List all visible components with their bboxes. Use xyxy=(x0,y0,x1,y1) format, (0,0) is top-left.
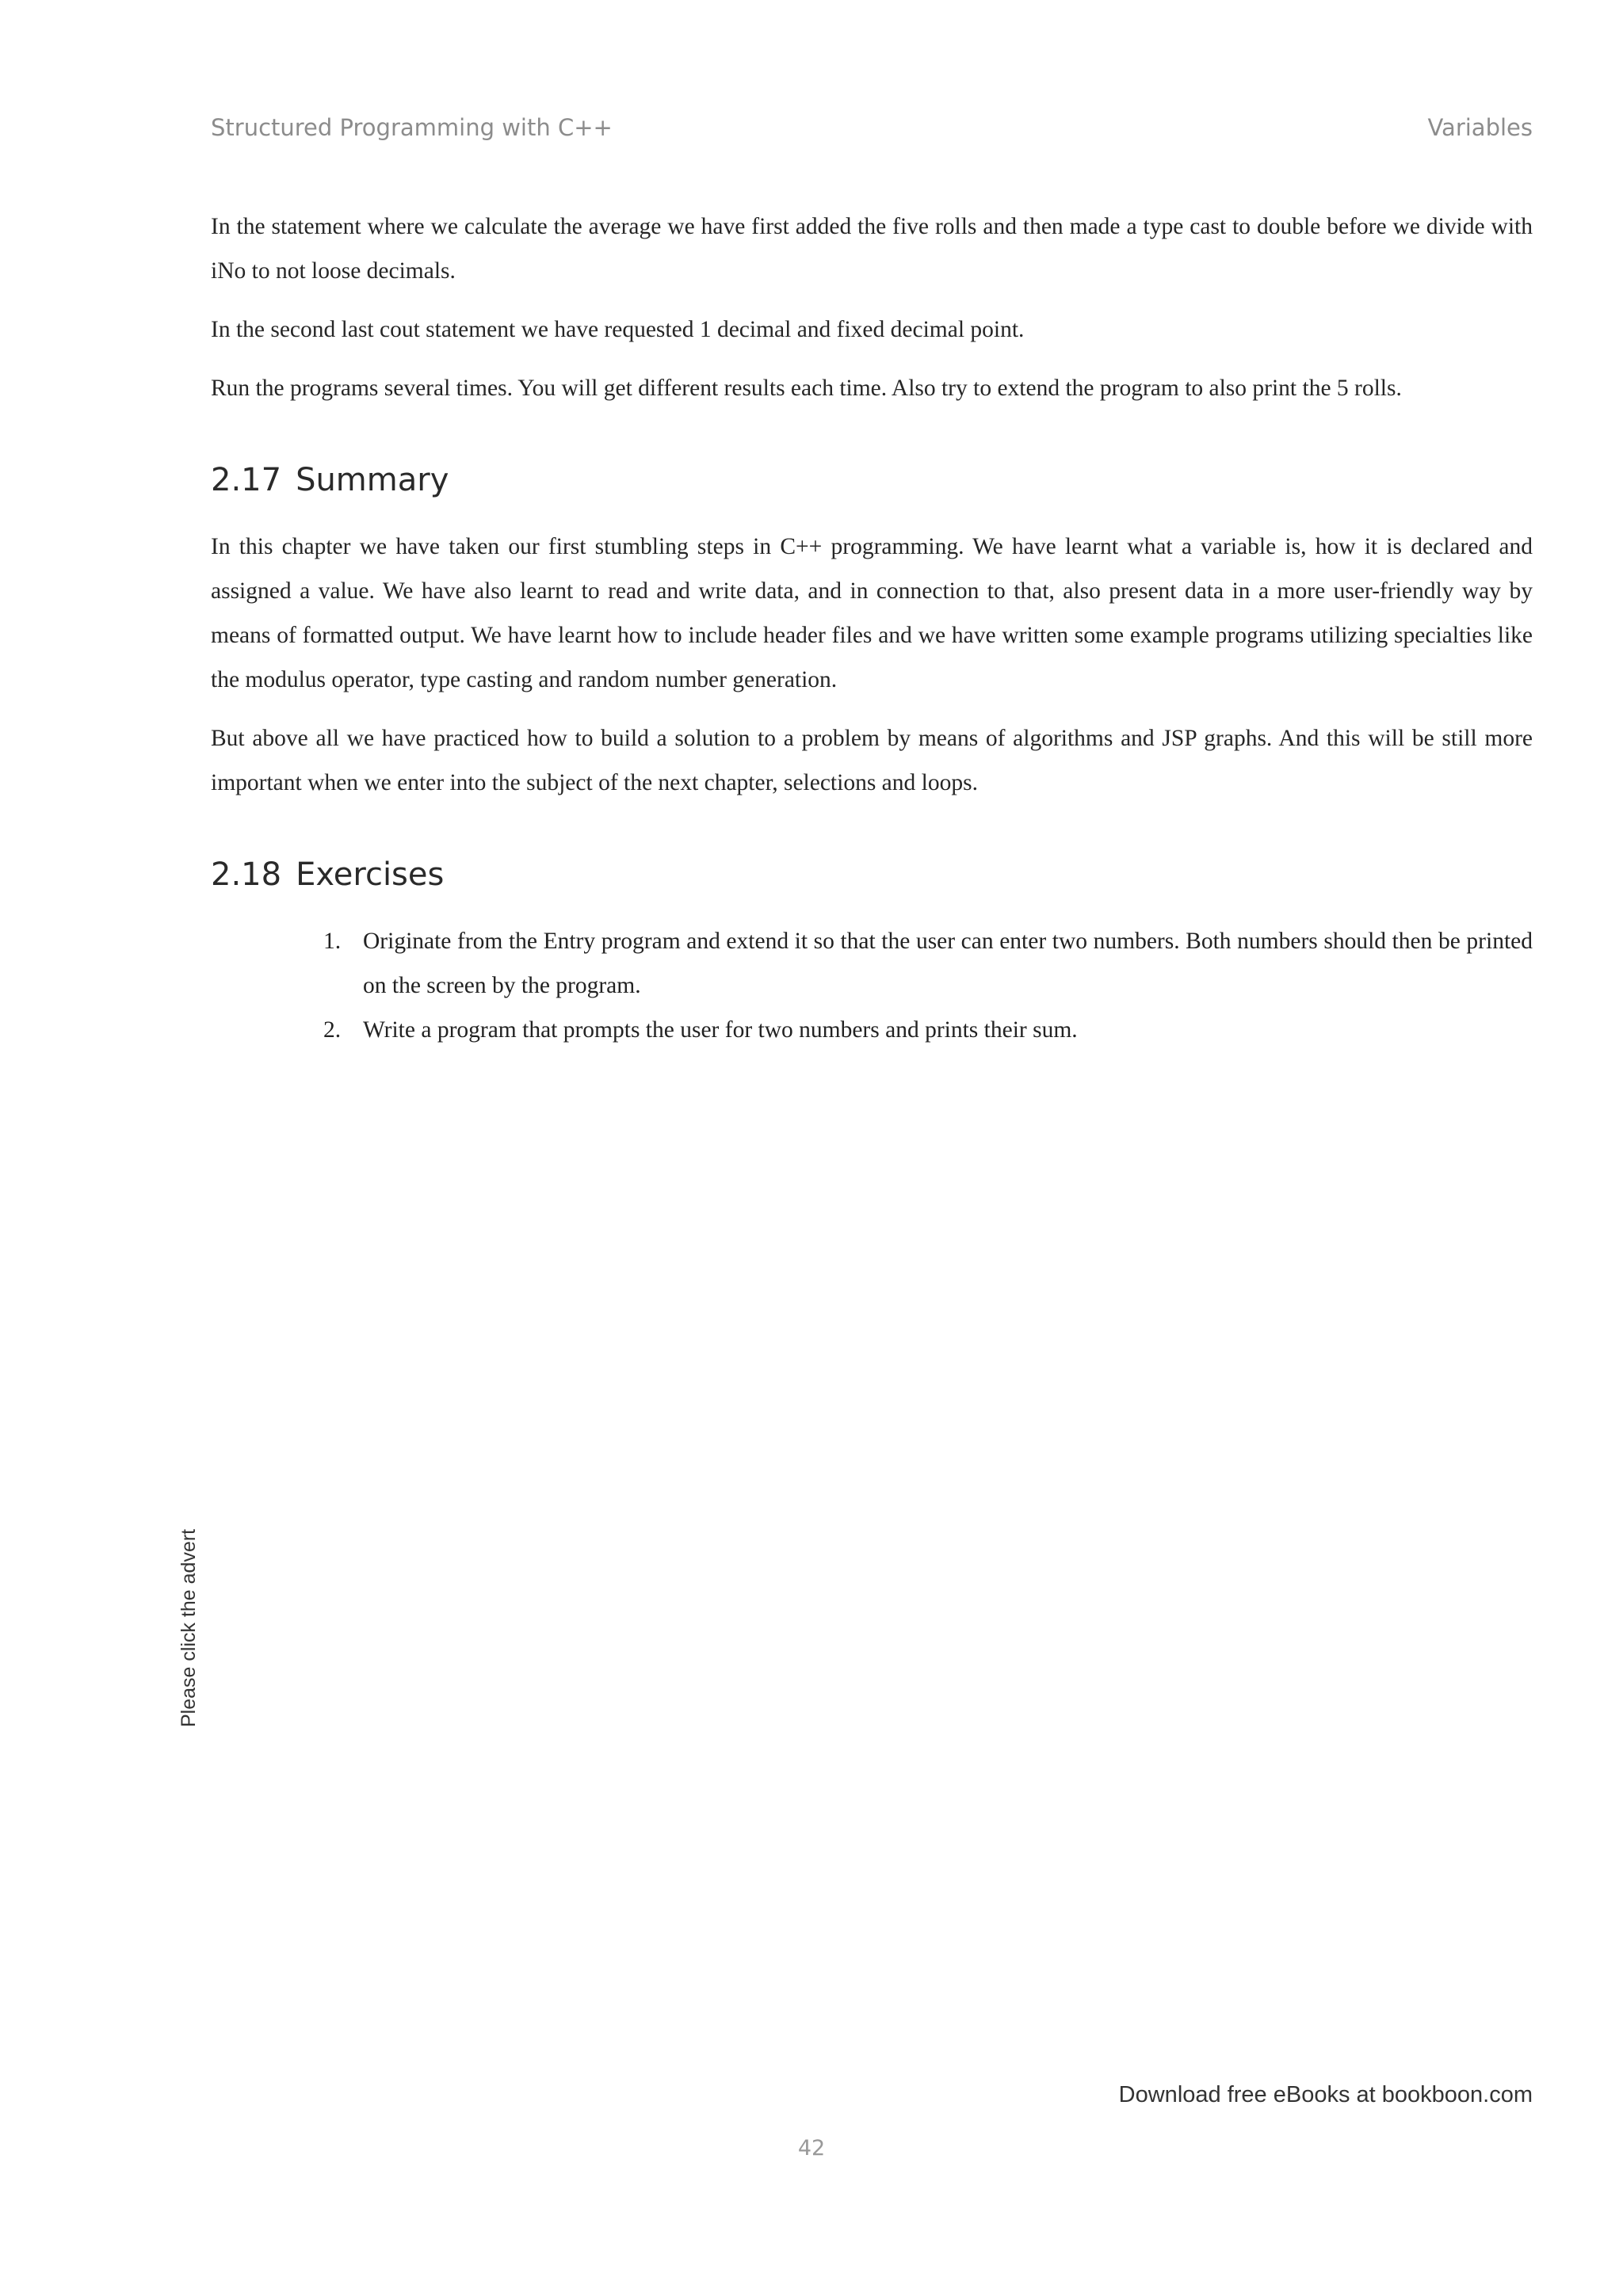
page-content xyxy=(211,204,1533,1052)
download-ebooks-link[interactable]: Download free eBooks at bookboon.com xyxy=(1118,2082,1533,2107)
exercise-text-1: Originate from the Entry program and extend it so that the user can enter two numbers. Both numbers should then be printed on the screen by the program. xyxy=(363,929,1533,998)
intro-paragraph-1: In the statement where we calculate the average we have first added the five rolls and then made a type cast to double before we divide with iNo to not loose decimals. xyxy=(211,214,1533,284)
exercise-item-1 xyxy=(323,919,1533,1008)
exercise-marker-2: 2. xyxy=(323,1017,342,1043)
page-number: 42 xyxy=(797,2136,826,2161)
exercises-section-title: Exercises xyxy=(296,856,445,893)
book-title: Structured Programming with C++ xyxy=(211,114,613,141)
chapter-title: Variables xyxy=(1427,114,1533,141)
exercise-marker-1: 1. xyxy=(323,929,342,954)
exercise-item-2 xyxy=(323,1008,1533,1052)
summary-section-number: 2.17 xyxy=(211,462,282,498)
click-advert-label[interactable]: Please click the advert xyxy=(178,1528,200,1727)
intro-paragraph-2: In the second last cout statement we have requested 1 decimal and fixed decimal point. xyxy=(211,317,1025,342)
summary-paragraph-1: In this chapter we have taken our first stumbling steps in C++ programming. We have learnt what a variable is, how it is declared and assigned a value. We have also learnt to read and write data, and in connection to that, also present data in a more user-friendly way by means of formatted output. We have learnt how to include header files and we have written some example programs utilizing specialties like the modulus operator, type casting and random number generation. xyxy=(211,534,1533,692)
running-header xyxy=(211,109,1533,146)
exercise-text-2: Write a program that prompts the user for two numbers and prints their sum. xyxy=(363,1017,1078,1043)
summary-section-title: Summary xyxy=(296,462,449,498)
summary-heading xyxy=(211,458,1533,502)
exercises-heading xyxy=(211,852,1533,897)
summary-paragraph-2: But above all we have practiced how to build a solution to a problem by means of algorithms and JSP graphs. And this will be still more important when we enter into the subject of the next chapter, selections and loops. xyxy=(211,726,1533,795)
exercise-list xyxy=(211,919,1533,1052)
intro-paragraph-3: Run the programs several times. You will get different results each time. Also try to extend the program to also print the 5 rolls. xyxy=(211,376,1402,401)
exercises-section-number: 2.18 xyxy=(211,856,282,893)
